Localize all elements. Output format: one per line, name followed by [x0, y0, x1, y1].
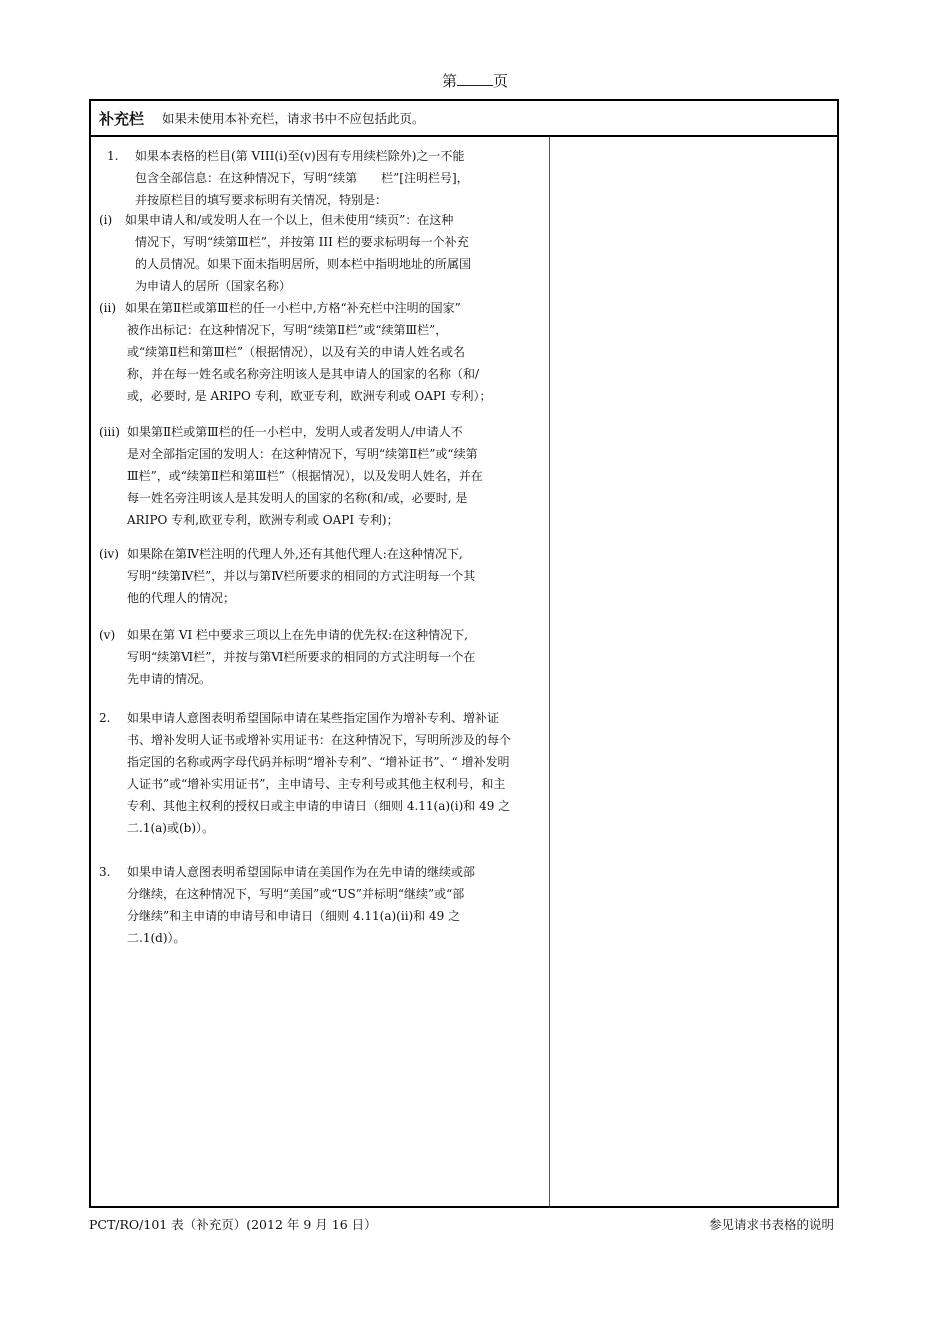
- page-number: 第 页: [441, 72, 509, 90]
- box-label: 补充栏: [99, 109, 145, 128]
- instructions-column: 1. 如果本表格的栏目(第 VIII(i)至(v)因有专用续栏除外)之一不能 包含全部信息：在这种情况下，写明“续第 栏”[注明栏号]， 并按原栏目的填写要求标明有关情况，特别是： (ⅰ) 如果申请人和/或发明人在一个以上，但未使用“续页”：在这种 情况下，写明“续第Ⅲ栏”，并按第 III 栏的要求标明每一个补充 的人员情况。如果下面未指明居所，则本栏中指明地址的所属国 为申请人的居所（国家名称） (ⅱ) 如果在第Ⅱ栏或第Ⅲ栏的任一小栏中,方格“补充栏中注明的国家” 被作出标记：在这种情况下，写明“续第Ⅱ栏”或“续第Ⅲ栏”， 或“续第Ⅱ栏和第Ⅲ栏”（根据情况），以及有关的申请人姓名或名 称，并在每一姓名或名称旁注明该人是其申请人的国家的名称（和/ 或，必要时, 是 ARIPO 专利，欧亚专利，欧洲专利或 OAPI 专利）； (ⅲ) 如果第Ⅱ栏或第Ⅲ栏的任一小栏中，发明人或者发明人/申请人不 是对全部指定国的发明人：在这种情况下，写明“续第Ⅱ栏”或“续第 Ⅲ栏”，或“续第Ⅱ栏和第Ⅲ栏”（根据情况），以及发明人姓名，并在 每一姓名旁注明该人是其发明人的国家的名称(和/或，必要时, 是 ARIPO 专利,欧亚专利，欧洲专利或 OAPI 专利)； (ⅳ) 如果除在第Ⅳ栏注明的代理人外,还有其他代理人:在这种情况下, 写明“续第Ⅳ栏”，并以与第Ⅳ栏所要求的相同的方式注明每一个其 他的代理人的情况； (ⅴ) 如果在第 VI 栏中要求三项以上在先申请的优先权:在这种情况下, 写明“续第Ⅵ栏”，并按与第Ⅵ栏所要求的相同的方式注明每一个在 先申请的情况。 2. 如果申请人意图表明希望国际申请在某些指定国作为增补专利、增补证 书、增补发明人证书或增补实用证书：在这种情况下，写明所涉及的每个 指定国的名称或两字母代码并标明“增补专利”、“增补证书”、“ 增补发明 人证书”或“增补实用证书”，主申请号、主专利号或其他主权利号，和主 专利、其他主权利的授权日或主申请的申请日（细则 4.11(a)(i)和 49 之 二.1(a)或(b)）。 3. 如果申请人意图表明希望国际申请在美国作为在先申请的继续或部 分继续，在这种情况下，写明“美国”或“US”并标明“继续”或“部 分继续”和主申请的申请号和申请日（细则 4.11(a)(ii)和 49 之 二.1(d)）。: [91, 137, 550, 1206]
- page-number-blank: [457, 71, 493, 86]
- box-note: 如果未使用本补充栏，请求书中不应包括此页。: [162, 111, 425, 126]
- form-id: PCT/RO/101 表（补充页）(2012 年 9 月 16 日）: [89, 1217, 377, 1232]
- supplemental-box: [89, 99, 839, 1208]
- box-header: [91, 101, 837, 137]
- see-instructions: 参见请求书表格的说明: [708, 1217, 834, 1232]
